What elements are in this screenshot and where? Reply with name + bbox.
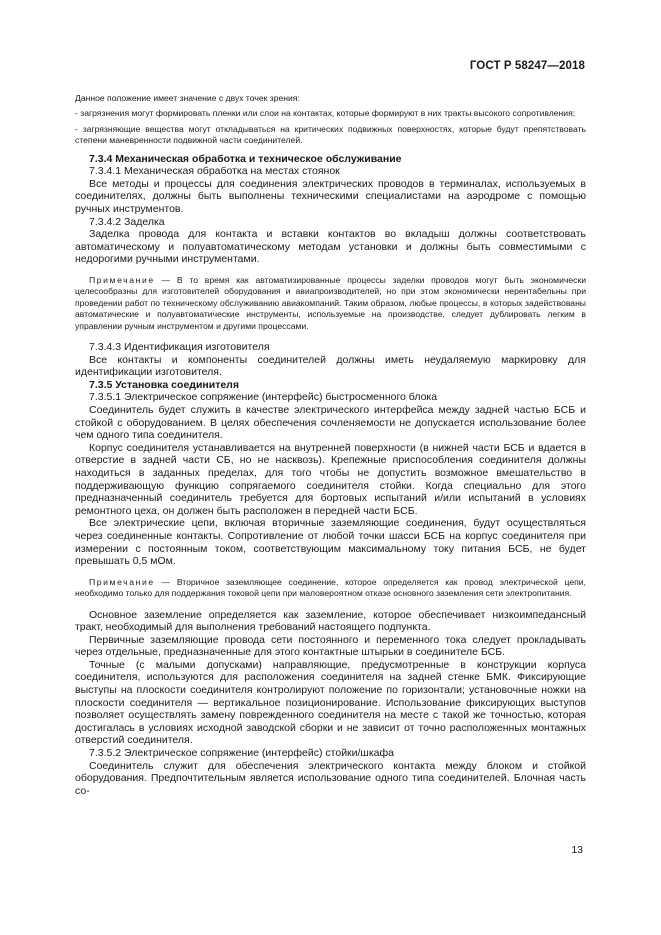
bullet-item: - загрязняющие вещества могут откладываться на критических подвижных поверхностях, которые будут препятствовать степени маневренности подвижной части соединителей. xyxy=(75,123,586,146)
paragraph: Все методы и процессы для соединения электрических проводов в терминалах, используемых в соединителях, должны быть выполнены техническими специалистами на аэродроме с помощью ручных инструментов. xyxy=(75,177,586,215)
subsection-heading: 7.3.4.2 Заделка xyxy=(89,215,165,228)
section-heading-7-3-4: 7.3.4 Механическая обработка и техническое обслуживание xyxy=(89,152,402,165)
subsection-heading: 7.3.5.1 Электрическое сопряжение (интерфейс) быстросменного блока xyxy=(89,391,438,404)
note xyxy=(75,275,586,332)
paragraph: Первичные заземляющие провода сети постоянного и переменного тока следует прокладывать через отдельные, предназначенные для этого контактные штырьки в соединителе БСБ. xyxy=(75,633,586,659)
paragraph: Основное заземление определяется как заземление, которое обеспечивает низкоимпедансный тракт, необходимый для выполнения требований настоящего подпункта. xyxy=(75,608,586,634)
note-label: Примечание xyxy=(89,274,155,285)
note xyxy=(75,577,586,600)
note-text: — Вторичное заземляющее соединение, которое определяется как провод электрической цепи, необходимо только для поддержания токовой цепи при маловероятном отказе основного заземления сети электропитания. xyxy=(75,576,586,599)
paragraph: Соединитель будет служить в качестве электрического интерфейса между задней частью БСБ и стойкой с оборудованием. В целях обеспечения сочленяемости не допускается использование более чем одного типа соединителя. xyxy=(75,403,586,442)
page-number: 13 xyxy=(571,844,583,856)
paragraph: Соединитель служит для обеспечения электрического контакта между блоком и стойкой оборудования. Предпочтительным является использование одного типа соединителей. Блочная часть со- xyxy=(75,759,586,797)
paragraph: Точные (с малыми допусками) направляющие, предусмотренные в конструкции корпуса соединителя, используются для расположения соединителя на задней стенке БМК. Фиксирующие выступы на плоскости соединителя контролируют положение по горизонтали; установочные ножки на плоскости соединителя — вертикальное позиционирование. Использование фиксирующих выступов позволяет осуществлять замену поврежденного соединителя на месте с такой же точностью, которая достигалась в условиях исходной заводской сборки и не зависит от точно расположенных монтажных отверстий соединителя. xyxy=(75,658,586,747)
section-heading-7-3-5: 7.3.5 Установка соединителя xyxy=(89,378,239,391)
subsection-heading: 7.3.4.3 Идентификация изготовителя xyxy=(89,341,270,353)
page-body xyxy=(75,93,586,797)
note-label: Примечание xyxy=(89,576,155,587)
paragraph: Все электрические цепи, включая вторичные заземляющие соединения, будут осуществляться через соединенные контакты. Сопротивление от любой точки шасси БСБ на корпус соединителя при измерении с постоянным током, соответствующим максимальному току питания БСБ, не будет превышать 0,5 мОм. xyxy=(75,517,586,568)
bullet-item: - загрязнения могут формировать пленки или слои на контактах, которые формируют в них тракты высокого сопротивления; xyxy=(75,108,576,119)
subsection-heading: 7.3.4.1 Механическая обработка на местах стоянок xyxy=(89,165,340,178)
paragraph: Заделка провода для контакта и вставки контактов во вкладыш должны соответствовать автоматическому и полуавтоматическому методам установки и должны быть совместимыми с недорогими ручными инструментами. xyxy=(75,228,586,266)
paragraph: Корпус соединителя устанавливается на внутренней поверхности (в нижней части БСБ и вдается в отверстие в задней части СБ, но не насквозь). Крепежные приспособления соединителя должны находиться в заданных пределах, для того чтобы не допустить возможное вмешательство в поддерживающую функцию сопрягаемого соединителя стойки. Когда специально для этого предназначенный соединитель требуется для бортовых испытаний и/или испытаний в условиях ремонтного цеха, он должен быть расположен в передней части БСБ. xyxy=(75,441,586,517)
document-id: ГОСТ Р 58247—2018 xyxy=(469,60,585,72)
note-text: — В то время как автоматизированные процессы заделки проводов могут быть экономически целесообразны для изготовителей оборудования и авиапроизводителей, но при этом экономически нерентабельны при проведении работ по техническому обслуживанию авиакомпаний. Таким образом, любые процессы, в которых задействованы автоматические и полуавтоматические инструменты, используемые на производстве, следует дублировать легким в управлении ручным инструментом и другими процессами. xyxy=(75,274,586,331)
paragraph: Все контакты и компоненты соединителей должны иметь неудаляемую маркировку для идентификации изготовителя. xyxy=(75,353,586,379)
subsection-heading: 7.3.5.2 Электрическое сопряжение (интерфейс) стойки/шкафа xyxy=(89,747,394,760)
intro-text: Данное положение имеет значение с двух точек зрения: xyxy=(75,93,300,103)
